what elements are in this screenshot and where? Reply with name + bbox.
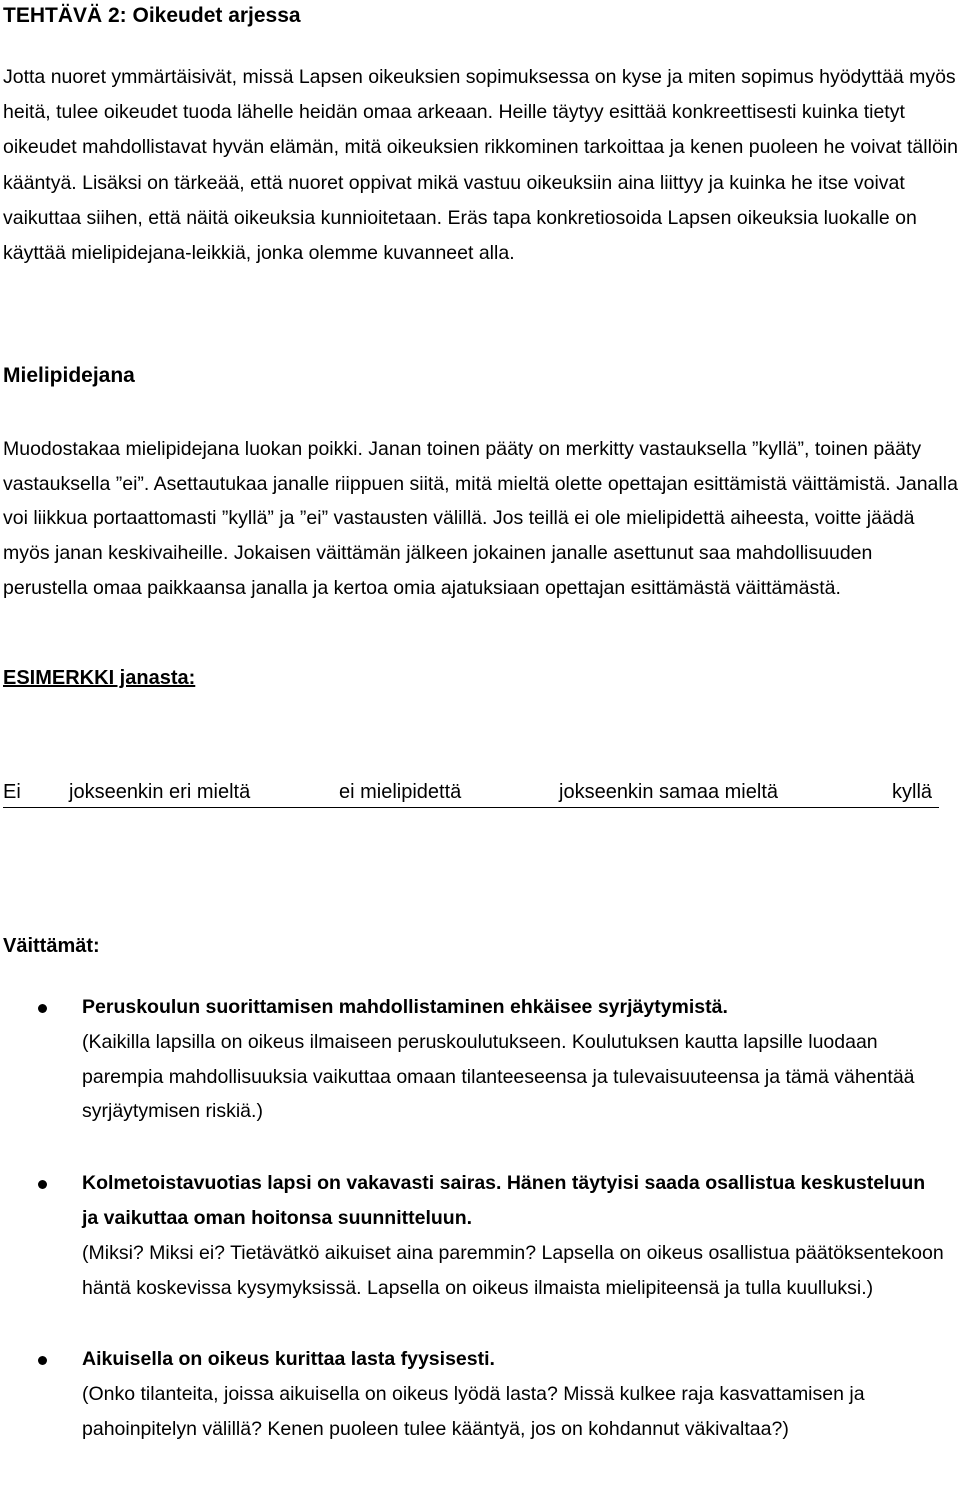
scale-label-yes: kyllä — [892, 781, 933, 803]
example-heading: ESIMERKKI janasta: — [3, 667, 196, 689]
statement-item — [0, 1166, 960, 1305]
scale-line — [3, 807, 939, 808]
opinion-scale — [3, 781, 939, 811]
statement-note: (Miksi? Miksi ei? Tietävätkö aikuiset aina paremmin? Lapsella on oikeus osallistua päätöksentekoon häntä koskevissa kysymyksissä. Lapsella on oikeus ilmaista mielipiteensä ja tulla kuulluksi.) — [82, 1241, 944, 1299]
page-title: TEHTÄVÄ 2: Oikeudet arjessa — [3, 4, 301, 27]
scale-label-no: Ei — [3, 781, 21, 803]
intro-paragraph: Jotta nuoret ymmärtäisivät, missä Lapsen oikeuksien sopimuksessa on kyse ja miten sopimus hyödyttää myös heitä, tulee oikeudet tuoda lähelle heidän omaa arkeaan. Heille täytyy esittää konkreettisesti kuinka tietyt oikeudet mahdollistavat hyvän elämän, mitä oikeuksien rikkominen tarkoittaa ja kenen puoleen he voivat tällöin kääntyä. Lisäksi on tärkeää, että nuoret oppivat mikä vastuu oikeuksiin aina liittyy ja kuinka he itse voivat vaikuttaa siihen, että näitä oikeuksia kunnioitetaan. Eräs tapa konkretiosoida Lapsen oikeuksia luokalle on käyttää mielipidejana-leikkiä, jonka olemme kuvanneet alla. — [3, 66, 958, 265]
statement-text: Peruskoulun suorittamisen mahdollistaminen ehkäisee syrjäytymistä. — [82, 996, 728, 1018]
statement-note: (Onko tilanteita, joissa aikuisella on oikeus lyödä lasta? Missä kulkee raja kasvattamisen ja pahoinpitelyn välillä? Kenen puoleen tulee kääntyä, jos on kohdannut väkivaltaa?) — [82, 1383, 865, 1440]
scale-label-no-opinion: ei mielipidettä — [339, 781, 462, 803]
statement-text: Aikuisella on oikeus kurittaa lasta fyysisesti. — [82, 1348, 495, 1371]
bullet-icon — [38, 1180, 47, 1189]
statement-note: (Kaikilla lapsilla on oikeus ilmaiseen peruskoulutukseen. Koulutuksen kautta lapsille luodaan parempia mahdollisuuksia vaikuttaa omaan tilanteeseensa ja tulevaisuuteensa ja tämä vähentää syrjäytymisen riskiä.) — [82, 1030, 915, 1123]
mielipidejana-heading: Mielipidejana — [3, 364, 135, 387]
bullet-icon — [38, 1004, 47, 1013]
statement-item — [0, 990, 960, 1129]
statements-heading: Väittämät: — [3, 935, 100, 957]
statement-list — [0, 990, 960, 1447]
bullet-icon — [38, 1356, 47, 1365]
mielipidejana-instructions: Muodostakaa mielipidejana luokan poikki. Janan toinen pääty on merkitty vastauksella ”kyllä”, toinen pääty vastauksella ”ei”. Asettautukaa janalle riippuen siitä, mitä mieltä olette opettajan esittämistä väittämistä. Janalla voi liikkua portaattomasti ”kyllä” ja ”ei” vastausten välillä. Jos teillä ei ole mielipidettä aiheesta, voitte jäädä myös janan keskivaiheille. Jokaisen väittämän jälkeen jokainen janalle asettunut saa mahdollisuuden perustella omaa paikkaansa janalla ja kertoa omia ajatuksiaan opettajan esittämästä väittämästä. — [3, 438, 958, 599]
scale-label-somewhat-disagree: jokseenkin eri mieltä — [69, 781, 251, 803]
statement-text: Kolmetoistavuotias lapsi on vakavasti sairas. Hänen täytyisi saada osallistua keskusteluun ja vaikuttaa oman hoitonsa suunnitteluun. — [82, 1172, 926, 1229]
scale-label-somewhat-agree: jokseenkin samaa mieltä — [559, 781, 778, 803]
statement-item — [0, 1342, 960, 1446]
